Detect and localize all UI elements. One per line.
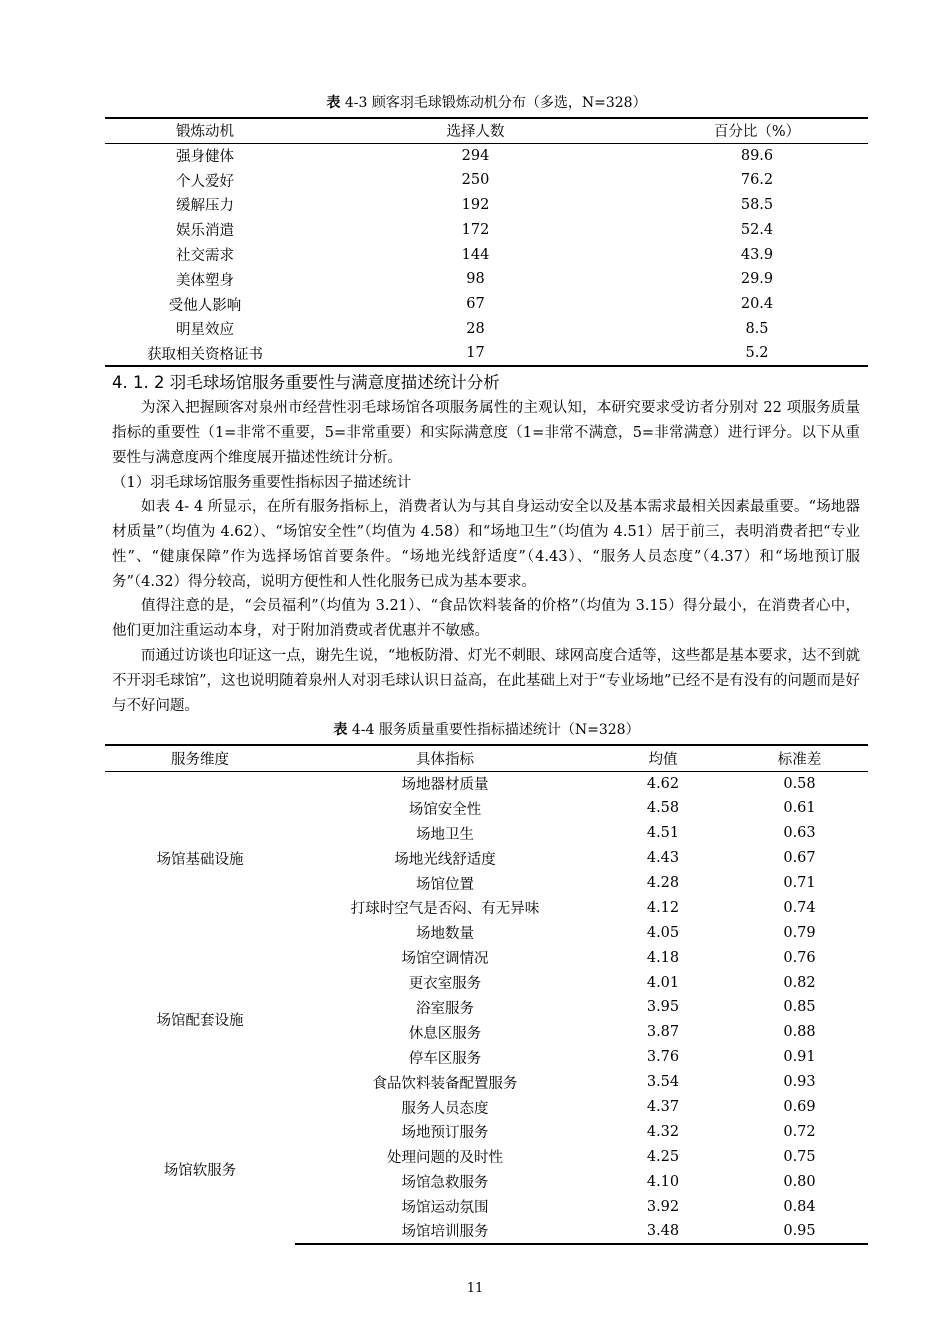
table-cell: 食品饮料装备配置服务 <box>372 1075 518 1092</box>
header-cell: 服务维度 <box>171 751 229 768</box>
table-cell: 0.58 <box>783 775 816 792</box>
table-cell: 停车区服务 <box>408 1050 482 1067</box>
table-cell: 67 <box>466 296 485 313</box>
table-row <box>105 267 868 292</box>
table-cell: 3.92 <box>646 1198 680 1215</box>
table-4-4 <box>105 744 868 1245</box>
table-cell: 0.74 <box>783 899 816 916</box>
table-row <box>105 341 868 366</box>
table-cell: 4.51 <box>646 825 680 842</box>
table-cell: 0.85 <box>783 999 816 1016</box>
table-cell: 89.6 <box>740 147 774 164</box>
table-cell: 4.62 <box>646 775 680 792</box>
table-cell: 场地卫生 <box>416 826 474 843</box>
paragraph-intro: 为深入把握顾客对泉州市经营性羽毛球场馆各项服务属性的主观认知，本研究要求受访者分别对 22 项服务质量指标的重要性（1=非常不重要，5=非常重要）和实际满意度（1=非常不满意，5=非常满意）进行评分。以下从重要性与满意度两个维度展开描述性统计分析。 <box>112 400 860 466</box>
table-cell: 3.87 <box>646 1024 680 1041</box>
caption-text: 4-4 服务质量重要性指标描述统计（N=328） <box>347 722 640 738</box>
table-row <box>105 168 868 193</box>
table-cell: 受他人影响 <box>168 297 242 314</box>
table-cell: 58.5 <box>740 196 774 213</box>
table-cell: 处理问题的及时性 <box>387 1150 503 1167</box>
table-cell: 场馆空调情况 <box>401 951 489 968</box>
table-row <box>105 217 868 242</box>
table-cell: 172 <box>461 221 490 238</box>
dimension-cell: 场馆基础设施 <box>156 851 244 868</box>
table-cell: 0.80 <box>783 1173 816 1190</box>
table-row <box>105 945 868 970</box>
table-row <box>105 1095 868 1120</box>
table-row <box>105 193 868 218</box>
header-cell: 具体指标 <box>416 751 474 768</box>
table-cell: 0.63 <box>783 825 816 842</box>
table-cell: 美体塑身 <box>176 272 234 289</box>
table-cell: 0.61 <box>783 800 816 817</box>
table-cell: 192 <box>461 196 490 213</box>
table-cell: 0.84 <box>783 1198 816 1215</box>
table-cell: 服务人员态度 <box>401 1100 489 1117</box>
header-cell: 锻炼动机 <box>176 124 234 141</box>
table-cell: 打球时空气是否闷、有无异味 <box>350 901 540 918</box>
table-cell: 4.18 <box>646 949 680 966</box>
table-cell: 0.79 <box>783 924 816 941</box>
caption-label: 表 <box>333 722 348 738</box>
header-cell: 选择人数 <box>446 124 505 141</box>
paragraph-interview: 而通过访谈也印证这一点，谢先生说，“地板防滑、灯光不刺眼、球网高度合适等，这些都是基本要求，达不到就不开羽毛球馆”，这也说明随着泉州人对羽毛球认识日益高，在此基础上对于“专业场地”已经不是有没有的问题而是好与不好问题。 <box>112 648 860 714</box>
paragraph-analysis: 如表 4- 4 所显示，在所有服务指标上，消费者认为与其自身运动安全以及基本需求最相关因素最重要。“场地器材质量”（均值为 4.62）、“场馆安全性”（均值为 4.58）和“场地卫生”（均值为 4.51）居于前三，表明消费者把“专业性”、“健康保障”作为选择场馆首要条件。“场地光线舒适度”（4.43）、“服务人员态度”（4.37）和“场地预订服务”（4.32）得分较高，说明方便性和人性化服务已成为基本要求。 <box>112 499 860 590</box>
header-cell: 均值 <box>648 751 678 768</box>
subsection-title: （1）羽毛球场馆服务重要性指标因子描述统计 <box>112 475 412 491</box>
table-cell: 4.32 <box>646 1123 680 1140</box>
paragraph-note: 值得注意的是，“会员福利”（均值为 3.21）、“食品饮料装备的价格”（均值为 3.15）得分最小，在消费者心中，他们更加注重运动本身，对于附加消费或者优惠并不敏感。 <box>112 598 860 639</box>
table-cell: 250 <box>461 172 490 189</box>
table-cell: 4.43 <box>646 850 680 867</box>
table-cell: 更衣室服务 <box>408 976 482 993</box>
table-cell: 3.48 <box>595 1219 731 1244</box>
table-cell: 29.9 <box>740 271 774 288</box>
table-cell: 4.28 <box>646 875 680 891</box>
table-cell: 缓解压力 <box>176 198 234 215</box>
table-cell: 场馆急救服务 <box>401 1175 489 1192</box>
table-cell: 0.67 <box>783 850 816 867</box>
section-heading: 4. 1. 2 羽毛球场馆服务重要性与满意度描述统计分析 <box>112 373 500 392</box>
table-cell: 娱乐消遣 <box>176 223 234 240</box>
table-cell: 场地器材质量 <box>401 777 489 794</box>
table-cell: 0.71 <box>783 875 816 891</box>
table-cell: 休息区服务 <box>408 1025 482 1042</box>
table-cell: 4.10 <box>646 1173 680 1190</box>
table-cell: 3.54 <box>646 1074 680 1091</box>
table-cell: 20.4 <box>740 296 774 313</box>
table-header-row <box>105 118 868 143</box>
table-cell: 144 <box>461 246 490 263</box>
table-cell: 获取相关资格证书 <box>105 341 305 366</box>
table-cell: 4.37 <box>646 1099 680 1116</box>
table-cell: 43.9 <box>740 246 774 263</box>
table-4-4-caption <box>105 721 868 739</box>
table-header-row <box>105 745 868 771</box>
table-row <box>105 317 868 342</box>
table-cell: 3.95 <box>646 999 680 1016</box>
dimension-cell: 场馆配套设施 <box>156 1013 244 1030</box>
table-cell: 4.58 <box>646 800 680 817</box>
table-cell: 0.91 <box>783 1049 816 1066</box>
table-cell: 个人爱好 <box>176 173 234 190</box>
table-cell: 17 <box>305 341 646 366</box>
header-cell: 百分比（%） <box>713 124 801 141</box>
table-cell: 0.93 <box>783 1074 816 1091</box>
table-row <box>105 242 868 267</box>
table-cell: 8.5 <box>745 320 769 337</box>
table-4-3-caption <box>105 94 868 112</box>
table-cell: 0.75 <box>783 1148 816 1165</box>
table-cell: 场地光线舒适度 <box>394 851 496 868</box>
header-cell: 标准差 <box>777 751 822 768</box>
table-cell: 0.95 <box>731 1219 868 1244</box>
table-cell: 浴室服务 <box>416 1000 474 1017</box>
page-number: 11 <box>466 1281 484 1296</box>
table-cell: 76.2 <box>740 172 774 189</box>
table-cell: 场馆运动氛围 <box>401 1200 489 1217</box>
table-cell: 社交需求 <box>176 248 234 265</box>
table-cell: 98 <box>466 271 485 288</box>
table-cell: 场馆位置 <box>416 876 474 893</box>
table-cell: 4.12 <box>646 899 680 916</box>
table-cell: 强身健体 <box>176 149 234 166</box>
table-cell: 场地预订服务 <box>401 1125 489 1142</box>
table-row <box>105 292 868 317</box>
table-cell: 3.76 <box>646 1049 680 1066</box>
table-cell: 5.2 <box>646 341 868 366</box>
table-cell: 场馆培训服务 <box>295 1219 595 1244</box>
table-cell: 0.69 <box>783 1099 816 1116</box>
table-row <box>105 771 868 796</box>
table-cell: 28 <box>466 320 485 337</box>
caption-label: 表 <box>326 95 341 111</box>
table-cell: 294 <box>461 147 490 164</box>
dimension-cell: 场馆软服务 <box>163 1162 237 1179</box>
table-cell: 0.72 <box>783 1123 816 1140</box>
table-cell: 4.25 <box>646 1148 680 1165</box>
caption-text: 4-3 顾客羽毛球锻炼动机分布（多选，N=328） <box>340 95 647 111</box>
table-cell: 0.88 <box>783 1024 816 1041</box>
table-cell: 52.4 <box>740 221 774 238</box>
table-cell: 4.05 <box>646 924 680 941</box>
table-cell: 明星效应 <box>176 322 234 339</box>
table-cell: 0.82 <box>783 974 816 991</box>
table-cell: 场地数量 <box>416 926 474 943</box>
table-cell: 场馆安全性 <box>408 801 482 818</box>
table-cell: 0.76 <box>783 949 816 966</box>
table-4-3 <box>105 117 868 367</box>
table-cell: 4.01 <box>646 974 680 991</box>
table-row <box>105 143 868 168</box>
